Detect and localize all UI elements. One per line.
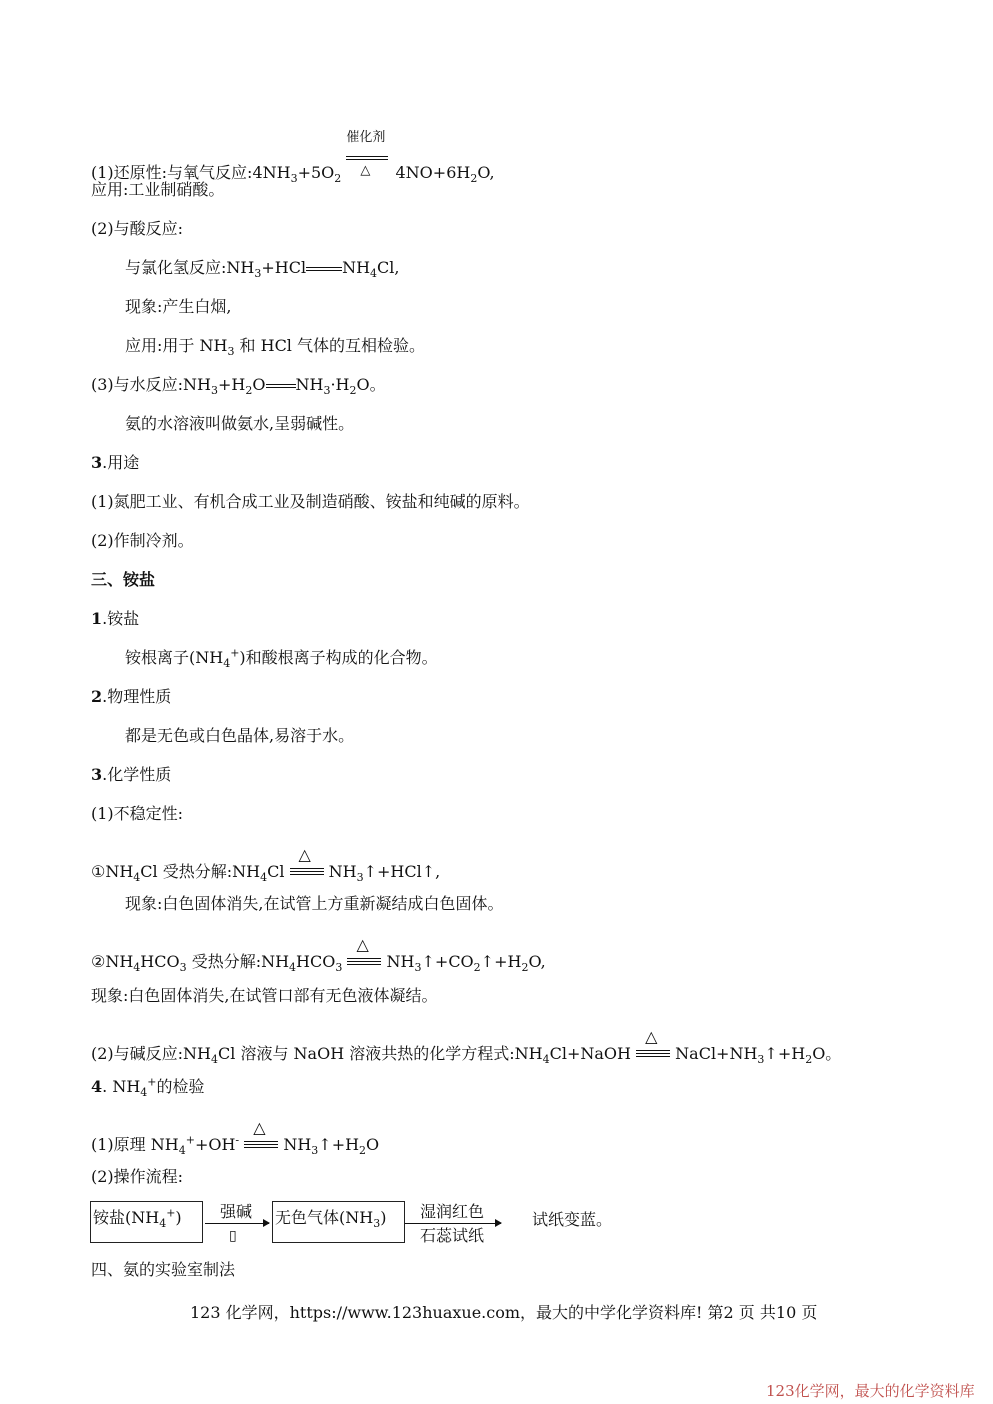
line-phenomenon-1: 现象:白色固体消失,在试管上方重新凝结成白色固体。 [125, 894, 504, 913]
line-physical-desc: 都是无色或白色晶体,易溶于水。 [125, 726, 355, 745]
heat-arrow: △ [244, 1128, 278, 1154]
flow-arrow-1-label: 强碱 [220, 1202, 253, 1221]
line-application-nitric: 应用:工业制硝酸。 [91, 180, 225, 199]
flow-result: 试纸变蓝。 [532, 1210, 613, 1229]
line-instability: (1)不稳定性: [91, 804, 184, 823]
heat-arrow: △ [636, 1037, 670, 1063]
flow-box-gas: 无色气体$(NH_3)$ [272, 1201, 405, 1243]
heat-arrow: △ [290, 855, 324, 881]
line-acid-reaction: (2)与酸反应: [91, 219, 184, 238]
catalyst-arrow: 催化剂 △ [346, 146, 390, 186]
line-refrigerant: (2)作制冷剂。 [91, 531, 194, 550]
flow-arrow-2-sub: 石蕊试纸 [420, 1226, 485, 1245]
line-procedure: (2)操作流程: [91, 1167, 184, 1186]
flow-arrow-2-label: 湿润红色 [420, 1202, 485, 1221]
page-footer: 123 化学网，https://www.123huaxue.com，最大的中学化学资料库! 第2 页 共10 页 [190, 1303, 818, 1322]
flow-arrow-1-sub: ▯ [229, 1228, 237, 1244]
line-mutual-test: 应用:用于 $NH_3$ 和 HCl 气体的互相检验。 [125, 336, 426, 359]
flow-arrow-1 [205, 1223, 269, 1225]
line-base-reaction: (2)与碱反应$:NH_4Cl$ 溶液与 NaOH 溶液共热的化学方程式$:NH_4Cl+NaOH$ △ $NaCl+NH_3↑+H_2O$。 [91, 1027, 842, 1067]
line-reduction: (1)还原性:与氧气反应$:4NH_3+5O_2$ 催化剂 △ $4NO+6H_2O$, [91, 130, 495, 186]
heat-arrow: △ [347, 945, 381, 971]
heading-physical-properties: 2.物理性质 [91, 687, 172, 706]
line-ammonium-definition: 铵根离子$(NH_4^+)$和酸根离子构成的化合物。 [125, 646, 438, 671]
line-fertilizer: (1)氮肥工业、有机合成工业及制造硝酸、铵盐和纯碱的原料。 [91, 492, 530, 511]
heading-uses: 3.用途 [91, 453, 140, 472]
heading-lab-prep: 四、氨的实验室制法 [91, 1260, 236, 1279]
heading-nh4-test: 4. $NH_4^+$的检验 [91, 1075, 205, 1100]
heading-ammonium-salts: 三、铵盐 [91, 570, 156, 589]
line-white-smoke: 现象:产生白烟, [125, 297, 232, 316]
flow-arrow-2 [405, 1223, 501, 1225]
line-water-reaction: (3)与水反应$:NH_3+H_2O$ $NH_3\cdot H_2O$。 [91, 375, 386, 398]
line-hcl-reaction: 与氯化氢反应$:NH_3+HCl$ $NH_4Cl$, [125, 258, 400, 281]
line-nh4cl-decomp: $①NH_4Cl$ 受热分解$:NH_4Cl$ △ $NH_3↑+HCl↑$, [91, 845, 441, 885]
heading-ammonium-salt: 1.铵盐 [91, 609, 140, 628]
line-principle: (1)原理 $NH_4^++OH^-$ △ $NH_3↑+H_2O$ [91, 1118, 380, 1158]
watermark: 123化学网，最大的化学资料库 [766, 1382, 975, 1400]
line-nh4hco3-decomp: $②NH_4HCO_3$ 受热分解$:NH_4HCO_3$ △ $NH_3↑+CO_2↑+H_2O$, [91, 935, 546, 975]
line-ammonia-water: 氨的水溶液叫做氨水,呈弱碱性。 [125, 414, 355, 433]
heading-chemical-properties: 3.化学性质 [91, 765, 172, 784]
line-phenomenon-2: 现象:白色固体消失,在试管口部有无色液体凝结。 [91, 986, 438, 1005]
flow-box-ammonium: 铵盐$(NH_4^+)$ [90, 1201, 203, 1243]
